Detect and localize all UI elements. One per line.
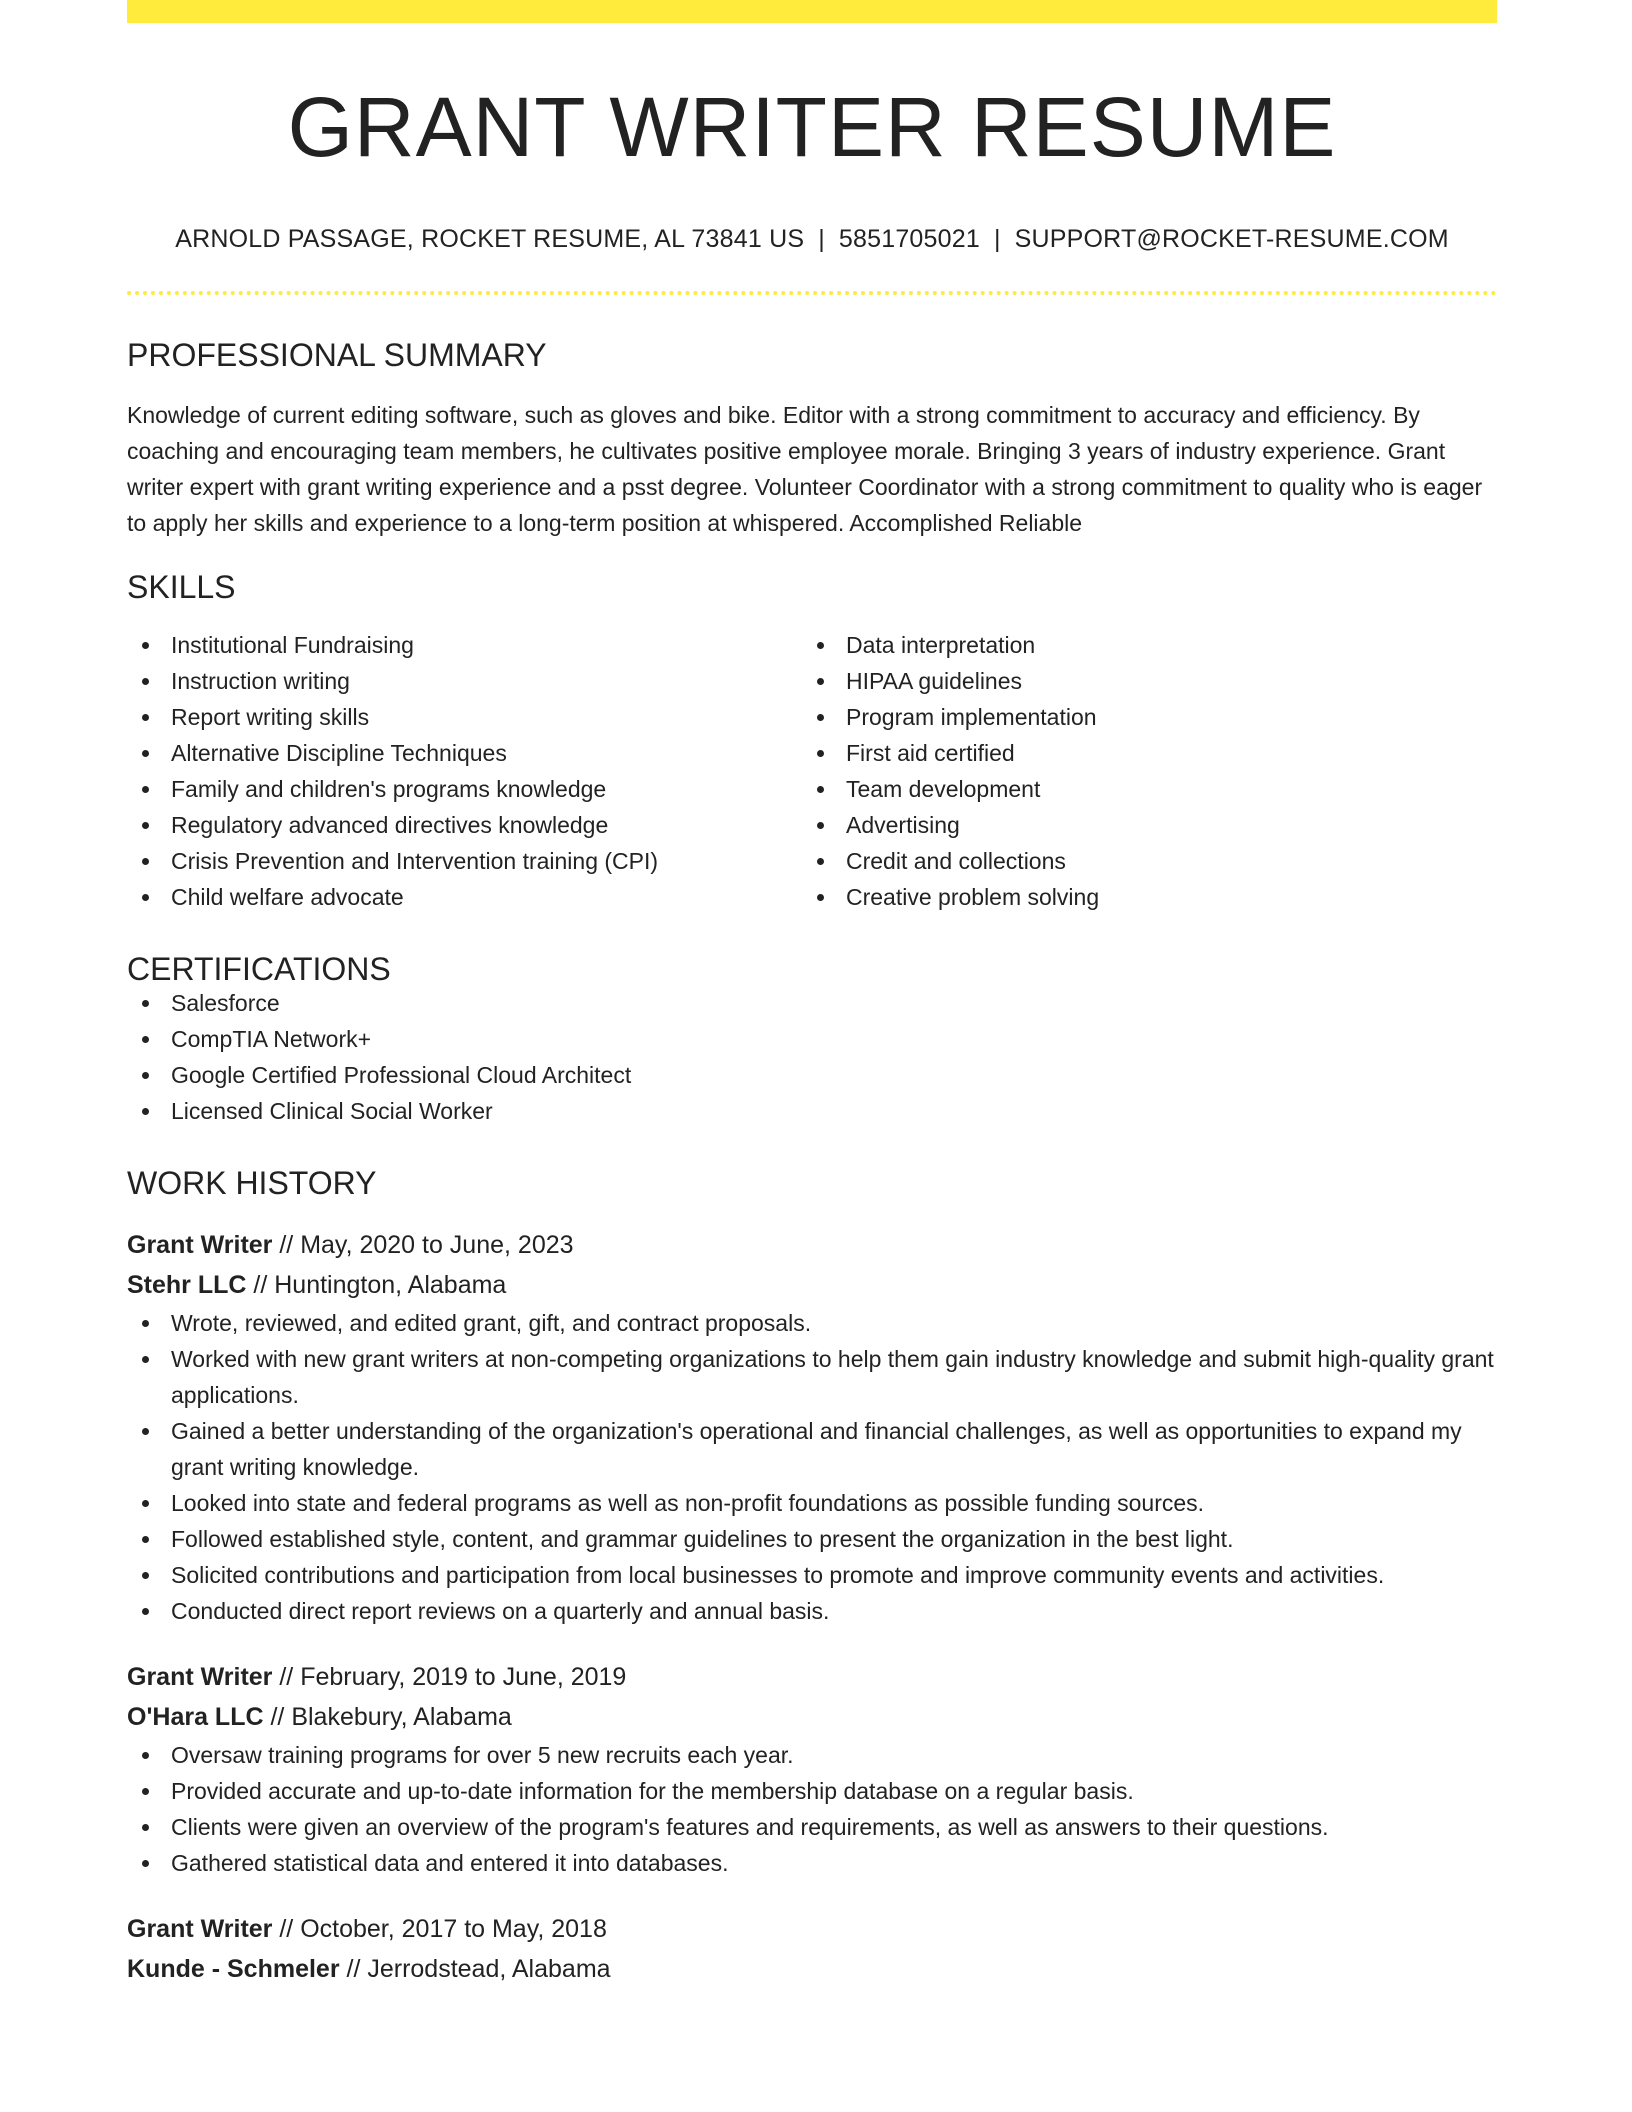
job-title: Grant Writer	[127, 1915, 273, 1943]
job-title-line	[127, 1657, 1497, 1697]
list-item: Alternative Discipline Techniques	[127, 735, 802, 771]
job-duty-item: Conducted direct report reviews on a quarterly and annual basis.	[127, 1593, 1497, 1629]
job-company: Stehr LLC	[127, 1271, 247, 1299]
job-title: Grant Writer	[127, 1231, 273, 1259]
list-item: Advertising	[802, 807, 1477, 843]
skills-heading: SKILLS	[127, 569, 236, 605]
job-title: Grant Writer	[127, 1663, 273, 1691]
list-item: Licensed Clinical Social Worker	[127, 1093, 1497, 1129]
job-company: O'Hara LLC	[127, 1703, 264, 1731]
skills-list-right	[802, 627, 1477, 915]
resume-title: GRANT WRITER RESUME	[287, 80, 1337, 174]
job-dates: // February, 2019 to June, 2019	[272, 1663, 627, 1691]
job-company-line	[127, 1697, 1497, 1737]
list-item: HIPAA guidelines	[802, 663, 1477, 699]
list-item: Credit and collections	[802, 843, 1477, 879]
job-location: // Blakebury, Alabama	[263, 1703, 512, 1731]
job-duty-item: Provided accurate and up-to-date information for the membership database on a regular basis.	[127, 1773, 1497, 1809]
dotted-divider	[127, 291, 1497, 295]
certifications-list	[127, 985, 1497, 1129]
skills-list-left	[127, 627, 802, 915]
list-item: Data interpretation	[802, 627, 1477, 663]
contact-phone: 5851705021	[838, 225, 980, 253]
list-item: Salesforce	[127, 985, 1497, 1021]
job-entry	[127, 1657, 1497, 1881]
job-duty-item: Gathered statistical data and entered it into databases.	[127, 1845, 1497, 1881]
contact-email: SUPPORT@ROCKET-RESUME.COM	[1014, 225, 1449, 253]
list-item: Program implementation	[802, 699, 1477, 735]
job-duties-list	[127, 1737, 1497, 1881]
list-item: Institutional Fundraising	[127, 627, 802, 663]
job-duty-item: Oversaw training programs for over 5 new recruits each year.	[127, 1737, 1497, 1773]
list-item: CompTIA Network+	[127, 1021, 1497, 1057]
job-title-line	[127, 1225, 1497, 1265]
job-entry	[127, 1909, 1497, 1989]
work-history-heading: WORK HISTORY	[127, 1165, 377, 1201]
job-location: // Huntington, Alabama	[246, 1271, 507, 1299]
list-item: Crisis Prevention and Intervention training (CPI)	[127, 843, 802, 879]
list-item: Regulatory advanced directives knowledge	[127, 807, 802, 843]
job-dates: // May, 2020 to June, 2023	[272, 1231, 574, 1259]
contact-address: ARNOLD PASSAGE, ROCKET RESUME, AL 73841 US	[175, 225, 805, 253]
job-duty-item: Followed established style, content, and grammar guidelines to present the organization in the best light.	[127, 1521, 1497, 1557]
contact-separator: |	[818, 225, 825, 253]
job-company: Kunde - Schmeler	[127, 1955, 340, 1983]
job-company-line	[127, 1949, 1497, 1989]
job-dates: // October, 2017 to May, 2018	[272, 1915, 607, 1943]
job-duty-item: Wrote, reviewed, and edited grant, gift, and contract proposals.	[127, 1305, 1497, 1341]
summary-text: Knowledge of current editing software, such as gloves and bike. Editor with a strong commitment to accuracy and efficiency. By coaching and encouraging team members, he cultivates positive employee morale. Bringing 3 years of industry experience. Grant writer expert with grant writing experience and a psst degree. Volunteer Coordinator with a strong commitment to quality who is eager to apply her skills and experience to a long-term position at whispered. Accomplished Reliable	[127, 402, 1483, 536]
job-duty-item: Gained a better understanding of the organization's operational and financial challenges, as well as opportunities to expand my grant writing knowledge.	[127, 1413, 1497, 1485]
job-entry	[127, 1225, 1497, 1629]
resume-page	[127, 0, 1497, 1989]
list-item: Creative problem solving	[802, 879, 1477, 915]
job-duty-item: Solicited contributions and participation from local businesses to promote and improve community events and activities.	[127, 1557, 1497, 1593]
list-item: Team development	[802, 771, 1477, 807]
list-item: Family and children's programs knowledge	[127, 771, 802, 807]
certifications-heading: CERTIFICATIONS	[127, 951, 391, 987]
job-company-line	[127, 1265, 1497, 1305]
job-title-line	[127, 1909, 1497, 1949]
list-item: Child welfare advocate	[127, 879, 802, 915]
list-item: Google Certified Professional Cloud Architect	[127, 1057, 1497, 1093]
top-accent-bar	[127, 0, 1497, 23]
work-history-list	[127, 1225, 1497, 1989]
job-duty-item: Worked with new grant writers at non-competing organizations to help them gain industry knowledge and submit high-quality grant applications.	[127, 1341, 1497, 1413]
contact-separator: |	[993, 225, 1001, 253]
list-item: First aid certified	[802, 735, 1477, 771]
summary-heading: PROFESSIONAL SUMMARY	[127, 337, 547, 373]
contact-line	[127, 225, 1497, 254]
list-item: Instruction writing	[127, 663, 802, 699]
job-duty-item: Clients were given an overview of the program's features and requirements, as well as answers to their questions.	[127, 1809, 1497, 1845]
job-location: // Jerrodstead, Alabama	[339, 1955, 611, 1983]
job-duties-list	[127, 1305, 1497, 1629]
skills-grid	[127, 627, 1497, 915]
list-item: Report writing skills	[127, 699, 802, 735]
job-duty-item: Looked into state and federal programs as well as non-profit foundations as possible funding sources.	[127, 1485, 1497, 1521]
